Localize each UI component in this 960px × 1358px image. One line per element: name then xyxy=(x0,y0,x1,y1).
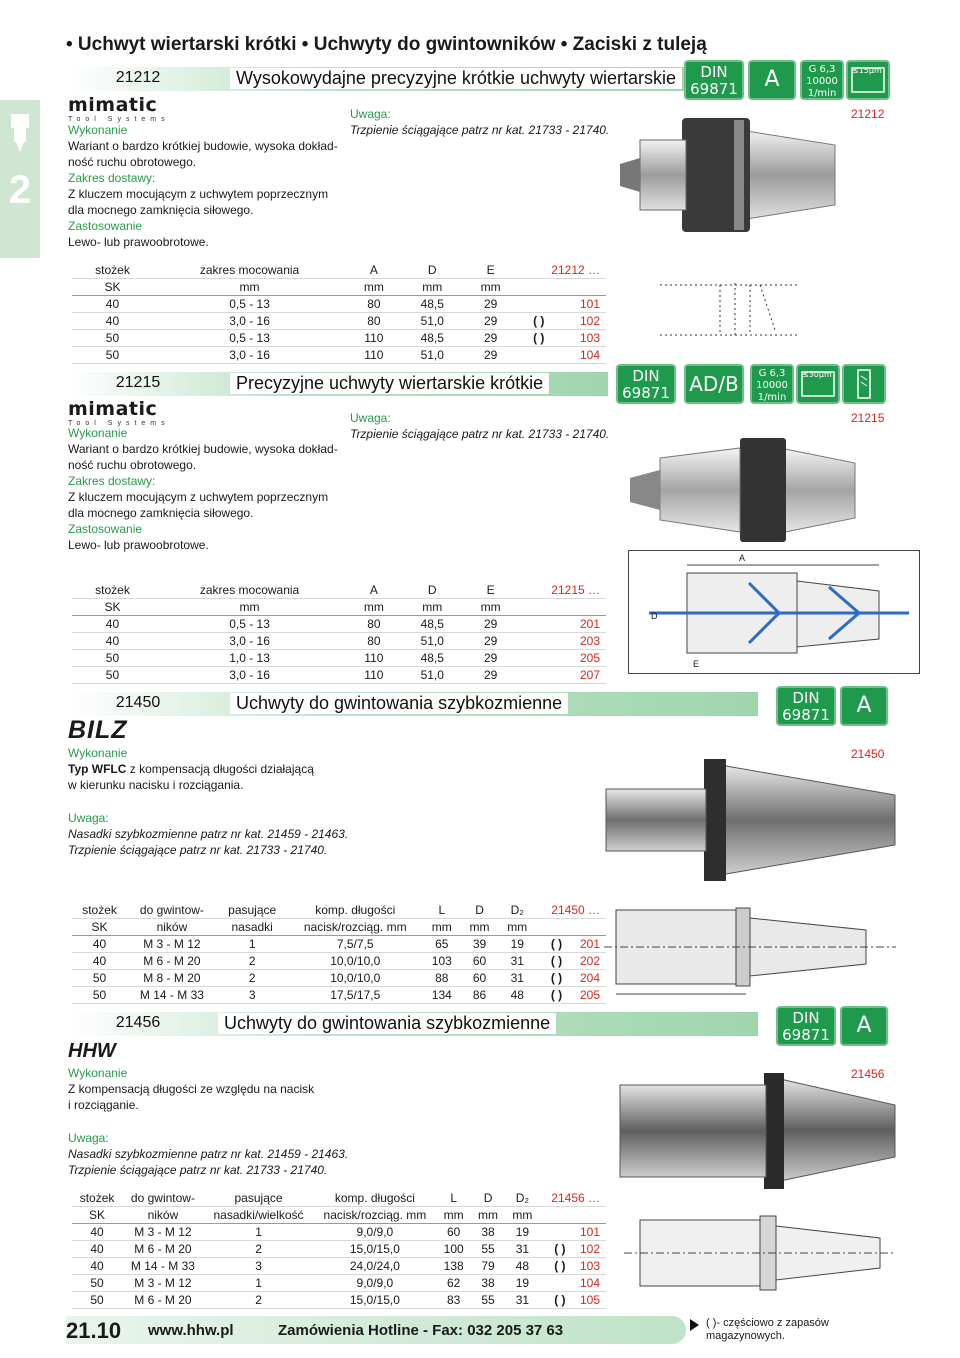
article-number: 103 xyxy=(550,330,606,347)
table-cell: 50 xyxy=(72,650,153,667)
table-cell: 1,0 - 13 xyxy=(153,650,346,667)
table-cell: 17,5/17,5 xyxy=(288,987,423,1004)
table-header-cell: stożek xyxy=(72,582,153,599)
table-header-cell: mm xyxy=(153,279,346,296)
article-number: 104 xyxy=(550,347,606,364)
table-header-cell: do gwintow- xyxy=(122,1190,204,1207)
table-header-row xyxy=(72,1190,606,1207)
table-cell: 2 xyxy=(204,1292,314,1309)
table-cell: 15,0/15,0 xyxy=(313,1241,436,1258)
table-row xyxy=(72,1258,606,1275)
table-cell: 51,0 xyxy=(402,667,463,684)
table-cell: 60 xyxy=(436,1224,470,1241)
table-cell xyxy=(518,667,550,684)
table-cell: 1 xyxy=(204,1224,314,1241)
table-cell: 29 xyxy=(463,667,518,684)
table-cell: 80 xyxy=(346,616,401,633)
article-number: 204 xyxy=(568,970,606,987)
tapping-chuck-photo-21450 xyxy=(600,755,900,885)
table-cell: 3 xyxy=(217,987,288,1004)
brand-logo-mimatic: mimatic Tool Systems xyxy=(68,94,170,123)
table-row xyxy=(72,633,606,650)
table-row xyxy=(72,313,606,330)
technical-drawing-21450 xyxy=(596,890,906,1000)
table-header-cell: mm xyxy=(402,599,463,616)
section-code: 21456 xyxy=(115,1014,161,1031)
table-header-cell: SK xyxy=(72,1207,122,1224)
table-cell: 29 xyxy=(463,313,518,330)
code-right-21215: 21215 xyxy=(851,411,885,425)
play-arrow-icon xyxy=(690,1319,699,1331)
table-header-cell: 21450 … xyxy=(536,902,606,919)
table-cell: 103 xyxy=(423,953,461,970)
technical-drawing-21212 xyxy=(600,255,860,355)
din-badge: DIN 69871 xyxy=(776,686,836,726)
table-cell: 50 xyxy=(72,987,127,1004)
table-header-cell: D xyxy=(402,262,463,279)
din-badge: DIN 69871 xyxy=(684,60,744,100)
table-cell: ( ) xyxy=(518,330,550,347)
page-header: • Uchwyt wiertarski krótki • Uchwyty do gwintowników • Zaciski z tuleją xyxy=(66,34,707,55)
table-cell: 50 xyxy=(72,970,127,987)
table-cell: 10,0/10,0 xyxy=(288,953,423,970)
table-cell: ( ) xyxy=(536,970,568,987)
table-row xyxy=(72,936,606,953)
table-header-cell: mm xyxy=(346,599,401,616)
table-row xyxy=(72,970,606,987)
chapter-number: 2 xyxy=(8,168,32,212)
din-badge: DIN 69871 xyxy=(776,1006,836,1046)
spec-table-21450 xyxy=(72,902,606,1004)
table-cell: 2 xyxy=(217,953,288,970)
table-header-cell: SK xyxy=(72,919,127,936)
table-cell: 110 xyxy=(346,667,401,684)
table-header-cell: zakres mocowania xyxy=(153,262,346,279)
table-cell: M 3 - M 12 xyxy=(127,936,217,953)
table-cell: 48,5 xyxy=(402,330,463,347)
table-header-cell: D xyxy=(402,582,463,599)
note-21212: Uwaga: Trzpienie ściągające patrz nr kat. 21733 - 21740. xyxy=(350,107,610,137)
table-cell: ( ) xyxy=(536,987,568,1004)
table-header-cell: A xyxy=(346,262,401,279)
table-header-row xyxy=(72,262,606,279)
table-header-cell: komp. długości xyxy=(288,902,423,919)
table-header-cell xyxy=(518,279,606,296)
table-cell: 9,0/9,0 xyxy=(313,1224,436,1241)
code-right-21212: 21212 xyxy=(851,107,885,121)
table-cell: 55 xyxy=(471,1241,505,1258)
article-number: 205 xyxy=(568,987,606,1004)
table-cell: 50 xyxy=(72,1292,122,1309)
table-cell: 40 xyxy=(72,1224,122,1241)
table-header-cell: E xyxy=(463,582,518,599)
table-cell: 1 xyxy=(217,936,288,953)
table-cell: 40 xyxy=(72,953,127,970)
table-cell: 50 xyxy=(72,330,153,347)
table-header-cell xyxy=(518,599,606,616)
table-cell xyxy=(518,650,550,667)
table-cell: 10,0/10,0 xyxy=(288,970,423,987)
table-cell: 110 xyxy=(346,347,401,364)
table-row xyxy=(72,347,606,364)
table-cell: 0,5 - 13 xyxy=(153,296,346,313)
section-bar-21450 xyxy=(68,692,758,716)
section-bar-21456 xyxy=(68,1012,758,1036)
table-header-cell: ników xyxy=(122,1207,204,1224)
table-cell: M 14 - M 33 xyxy=(122,1258,204,1275)
spec-table-21215 xyxy=(72,582,606,684)
table-header-cell: nacisk/rozciąg. mm xyxy=(288,919,423,936)
table-cell: 83 xyxy=(436,1292,470,1309)
article-number: 201 xyxy=(568,936,606,953)
table-cell: M 3 - M 12 xyxy=(122,1275,204,1292)
table-cell: 100 xyxy=(436,1241,470,1258)
table-cell: 80 xyxy=(346,633,401,650)
article-number: 104 xyxy=(572,1275,606,1292)
runout-badge: ≤15μm xyxy=(846,60,890,100)
article-number: 101 xyxy=(550,296,606,313)
table-header-cell: mm xyxy=(402,279,463,296)
table-header-cell: mm xyxy=(463,279,518,296)
table-cell: ( ) xyxy=(540,1241,572,1258)
table-cell: 110 xyxy=(346,330,401,347)
table-cell: M 8 - M 20 xyxy=(127,970,217,987)
section-bar-21212 xyxy=(68,67,688,91)
table-header-cell: D₂ xyxy=(505,1190,539,1207)
table-cell: M 3 - M 12 xyxy=(122,1224,204,1241)
table-header-cell: D xyxy=(461,902,499,919)
article-number: 202 xyxy=(568,953,606,970)
table-header-cell: 21215 … xyxy=(518,582,606,599)
table-cell: 48,5 xyxy=(402,650,463,667)
section-code: 21215 xyxy=(115,374,161,391)
table-header-cell: nasadki xyxy=(217,919,288,936)
table-cell: 31 xyxy=(498,970,536,987)
table-cell: 3,0 - 16 xyxy=(153,667,346,684)
table-cell: ( ) xyxy=(540,1258,572,1275)
table-header-cell: SK xyxy=(72,279,153,296)
table-cell: 15,0/15,0 xyxy=(313,1292,436,1309)
table-header-cell: stożek xyxy=(72,902,127,919)
table-header-cell: mm xyxy=(153,599,346,616)
table-cell: 80 xyxy=(346,296,401,313)
spec-table-21456 xyxy=(72,1190,606,1309)
table-cell xyxy=(518,616,550,633)
table-header-cell: do gwintow- xyxy=(127,902,217,919)
table-header-cell: stożek xyxy=(72,1190,122,1207)
table-cell: 7,5/7,5 xyxy=(288,936,423,953)
table-cell: 110 xyxy=(346,650,401,667)
table-cell: 50 xyxy=(72,1275,122,1292)
table-cell: 40 xyxy=(72,296,153,313)
coolant-icon xyxy=(844,366,884,402)
table-cell: 40 xyxy=(72,936,127,953)
table-header-cell: D₂ xyxy=(498,902,536,919)
article-number: 201 xyxy=(550,616,606,633)
table-cell: 29 xyxy=(463,616,518,633)
table-cell: 19 xyxy=(498,936,536,953)
table-cell xyxy=(540,1224,572,1241)
article-number: 207 xyxy=(550,667,606,684)
table-cell: 48,5 xyxy=(402,616,463,633)
table-cell: 31 xyxy=(505,1241,539,1258)
table-cell: 0,5 - 13 xyxy=(153,330,346,347)
table-cell: 19 xyxy=(505,1224,539,1241)
note-21215: Uwaga: Trzpienie ściągające patrz nr kat. 21733 - 21740. xyxy=(350,411,610,441)
table-row xyxy=(72,987,606,1004)
form-badge: A xyxy=(840,686,888,726)
table-cell: 19 xyxy=(505,1275,539,1292)
runout-badge: ≤30μm xyxy=(796,364,840,404)
table-cell: 60 xyxy=(461,970,499,987)
table-row xyxy=(72,616,606,633)
table-cell: 39 xyxy=(461,936,499,953)
table-cell: 40 xyxy=(72,633,153,650)
table-row xyxy=(72,667,606,684)
table-cell: 51,0 xyxy=(402,313,463,330)
brand-logo-hhw: HHW xyxy=(68,1040,116,1062)
table-cell: 29 xyxy=(463,633,518,650)
code-right-21456: 21456 xyxy=(851,1067,885,1081)
table-cell: 3,0 - 16 xyxy=(153,633,346,650)
brand-logo-mimatic: mimatic Tool Systems xyxy=(68,398,170,427)
form-badge: A xyxy=(840,1006,888,1046)
article-number: 105 xyxy=(572,1292,606,1309)
table-header-cell: komp. długości xyxy=(313,1190,436,1207)
table-cell: 29 xyxy=(463,347,518,364)
table-cell: 3,0 - 16 xyxy=(153,313,346,330)
table-header-cell xyxy=(540,1207,606,1224)
drill-chuck-photo-21212 xyxy=(610,100,850,250)
table-header-cell: ników xyxy=(127,919,217,936)
table-cell: 40 xyxy=(72,1258,122,1275)
table-cell: 86 xyxy=(461,987,499,1004)
brand-logo-bilz: BILZ xyxy=(68,716,128,744)
table-cell: 3 xyxy=(204,1258,314,1275)
balance-badge: G 6,3 10000 1/min xyxy=(800,60,844,100)
table-cell xyxy=(518,633,550,650)
drill-chuck-photo-21215 xyxy=(600,428,860,548)
form-badge: AD/B xyxy=(684,364,744,404)
table-cell: 29 xyxy=(463,650,518,667)
table-header-row xyxy=(72,902,606,919)
table-cell: 48,5 xyxy=(402,296,463,313)
article-number: 203 xyxy=(550,633,606,650)
table-cell: 1 xyxy=(204,1275,314,1292)
table-cell: ( ) xyxy=(536,953,568,970)
dimension-e-label: E xyxy=(693,659,700,669)
balance-badge: G 6,3 10000 1/min xyxy=(750,364,794,404)
website-link[interactable]: www.hhw.pl xyxy=(148,1322,234,1339)
technical-drawing-21215 xyxy=(628,550,920,674)
table-cell xyxy=(540,1275,572,1292)
table-cell: 138 xyxy=(436,1258,470,1275)
din-badge: DIN 69871 xyxy=(616,364,676,404)
section-code: 21450 xyxy=(115,694,161,711)
table-cell: M 14 - M 33 xyxy=(127,987,217,1004)
table-header-row xyxy=(72,919,606,936)
table-row xyxy=(72,296,606,313)
table-header-cell: nasadki/wielkość xyxy=(204,1207,314,1224)
table-cell: 48 xyxy=(498,987,536,1004)
table-row xyxy=(72,1275,606,1292)
article-number: 205 xyxy=(550,650,606,667)
table-cell: 62 xyxy=(436,1275,470,1292)
table-cell: M 6 - M 20 xyxy=(127,953,217,970)
table-cell: 48 xyxy=(505,1258,539,1275)
section-code: 21212 xyxy=(115,69,161,86)
table-header-cell: mm xyxy=(505,1207,539,1224)
table-header-row xyxy=(72,599,606,616)
table-row xyxy=(72,1224,606,1241)
table-cell: 50 xyxy=(72,347,153,364)
table-cell: 65 xyxy=(423,936,461,953)
table-cell: 79 xyxy=(471,1258,505,1275)
table-cell: 24,0/24,0 xyxy=(313,1258,436,1275)
table-header-cell: A xyxy=(346,582,401,599)
tapping-chuck-photo-21456 xyxy=(610,1065,900,1195)
table-cell: 3,0 - 16 xyxy=(153,347,346,364)
code-right-21450: 21450 xyxy=(851,747,885,761)
table-header-cell: mm xyxy=(423,919,461,936)
table-header-cell: SK xyxy=(72,599,153,616)
drill-chuck-icon xyxy=(6,112,34,156)
table-cell: 29 xyxy=(463,296,518,313)
table-row xyxy=(72,1292,606,1309)
table-cell: 51,0 xyxy=(402,633,463,650)
table-cell xyxy=(518,296,550,313)
table-header-cell: nacisk/rozciąg. mm xyxy=(313,1207,436,1224)
table-cell: ( ) xyxy=(518,313,550,330)
table-cell: 31 xyxy=(498,953,536,970)
article-number: 101 xyxy=(572,1224,606,1241)
table-cell: ( ) xyxy=(540,1292,572,1309)
technical-drawing-21456 xyxy=(610,1200,900,1305)
section-title: Uchwyty do gwintowania szybkozmienne xyxy=(218,1013,556,1034)
table-header-cell: 21456 … xyxy=(540,1190,606,1207)
description-21450: Wykonanie Typ WFLC z kompensacją długości działającą w kierunku nacisku i rozciągania. xyxy=(68,746,314,792)
table-row xyxy=(72,1241,606,1258)
table-cell: 2 xyxy=(217,970,288,987)
table-header-cell: pasujące xyxy=(204,1190,314,1207)
table-header-cell: D xyxy=(471,1190,505,1207)
section-title: Uchwyty do gwintowania szybkozmienne xyxy=(230,693,568,714)
table-header-cell: L xyxy=(436,1190,470,1207)
table-header-cell: pasujące xyxy=(217,902,288,919)
table-cell: 40 xyxy=(72,1241,122,1258)
table-cell: 134 xyxy=(423,987,461,1004)
dimension-a-label: A xyxy=(739,553,746,563)
table-cell: ( ) xyxy=(536,936,568,953)
table-cell: 55 xyxy=(471,1292,505,1309)
article-number: 102 xyxy=(550,313,606,330)
table-header-cell: zakres mocowania xyxy=(153,582,346,599)
table-header-cell xyxy=(536,919,606,936)
table-cell: M 6 - M 20 xyxy=(122,1292,204,1309)
description-21212: Wykonanie Wariant o bardzo krótkiej budowie, wysoka dokład- ność ruchu obrotowego. Zakres dostawy: Z kluczem mocującym z uchwytem poprzecznym dla mocnego zamknięcia siłowego. Zastosowanie Lewo- lub prawoobrotowe. xyxy=(68,123,338,249)
article-number: 102 xyxy=(572,1241,606,1258)
note-21456: Uwaga: Nasadki szybkozmienne patrz nr kat. 21459 - 21463. Trzpienie ściągające patrz nr kat. 21733 - 21740. xyxy=(68,1131,349,1177)
table-cell: M 6 - M 20 xyxy=(122,1241,204,1258)
table-cell: 31 xyxy=(505,1292,539,1309)
table-cell: 88 xyxy=(423,970,461,987)
table-cell: 2 xyxy=(204,1241,314,1258)
table-header-cell: 21212 … xyxy=(518,262,606,279)
section-title: Precyzyjne uchwyty wiertarskie krótkie xyxy=(230,373,549,394)
table-cell: 38 xyxy=(471,1224,505,1241)
table-row xyxy=(72,330,606,347)
table-header-cell: E xyxy=(463,262,518,279)
description-21215: Wykonanie Wariant o bardzo krótkiej budowie, wysoka dokład- ność ruchu obrotowego. Zakres dostawy: Z kluczem mocującym z uchwytem poprzecznym dla mocnego zamknięcia siłowego. Zastosowanie Lewo- lub prawoobrotowe. xyxy=(68,426,338,552)
table-cell: 40 xyxy=(72,313,153,330)
dimension-d-label: D xyxy=(651,611,658,621)
table-cell: 29 xyxy=(463,330,518,347)
form-badge: A xyxy=(748,60,796,100)
description-21456: Wykonanie Z kompensacją długości ze względu na nacisk i rozciąganie. xyxy=(68,1066,315,1112)
table-header-row xyxy=(72,279,606,296)
stock-note: ( )- częściowo z zapasów magazynowych. xyxy=(706,1317,829,1342)
coolant-badge xyxy=(842,364,886,404)
table-header-cell: mm xyxy=(346,279,401,296)
table-cell: 9,0/9,0 xyxy=(313,1275,436,1292)
page-number: 21.10 xyxy=(66,1318,122,1343)
table-header-cell: mm xyxy=(463,599,518,616)
table-cell: 40 xyxy=(72,616,153,633)
section-title: Wysokowydajne precyzyjne krótkie uchwyty wiertarskie xyxy=(230,68,682,89)
table-cell: 51,0 xyxy=(402,347,463,364)
spec-table-21212 xyxy=(72,262,606,364)
table-cell: 60 xyxy=(461,953,499,970)
table-header-cell: mm xyxy=(461,919,499,936)
article-number: 103 xyxy=(572,1258,606,1275)
table-header-cell: mm xyxy=(498,919,536,936)
table-row xyxy=(72,650,606,667)
table-cell xyxy=(518,347,550,364)
note-21450: Uwaga: Nasadki szybkozmienne patrz nr kat. 21459 - 21463. Trzpienie ściągające patrz nr kat. 21733 - 21740. xyxy=(68,811,349,857)
table-header-cell: mm xyxy=(471,1207,505,1224)
table-header-cell: L xyxy=(423,902,461,919)
table-header-cell: mm xyxy=(436,1207,470,1224)
table-cell: 38 xyxy=(471,1275,505,1292)
section-bar-21215 xyxy=(68,372,608,396)
order-hotline: Zamówienia Hotline - Fax: 032 205 37 63 xyxy=(278,1322,564,1339)
table-header-cell: stożek xyxy=(72,262,153,279)
table-cell: 50 xyxy=(72,667,153,684)
table-cell: 80 xyxy=(346,313,401,330)
table-row xyxy=(72,953,606,970)
table-header-row xyxy=(72,582,606,599)
table-header-row xyxy=(72,1207,606,1224)
table-cell: 0,5 - 13 xyxy=(153,616,346,633)
